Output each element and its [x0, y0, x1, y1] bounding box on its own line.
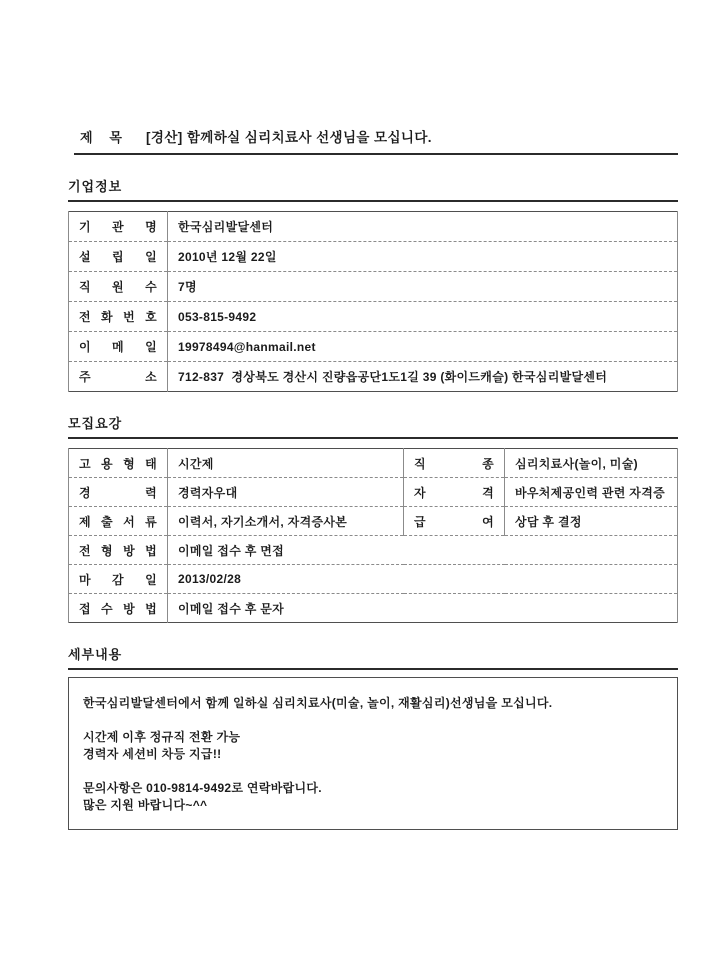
row-label: 이 메 일 — [69, 332, 168, 362]
row-label: 마 감 일 — [69, 565, 168, 594]
row-value: 이메일 접수 후 면접 — [168, 536, 678, 565]
row-value: 상담 후 결정 — [505, 507, 678, 536]
row-value: 2010년 12월 22일 — [168, 242, 678, 272]
row-label: 전 화 번 호 — [69, 302, 168, 332]
row-value: 한국심리발달센터 — [168, 212, 678, 242]
details-line: 시간제 이후 정규직 전환 가능 — [83, 730, 241, 744]
table-row-institution-name — [69, 212, 678, 242]
row-label: 경 력 — [69, 478, 168, 507]
table-row-employment-type-job — [69, 449, 678, 478]
document-title: [경산] 함께하실 심리치료사 선생님을 모십니다. — [146, 130, 432, 145]
row-value: 경력자우대 — [168, 478, 404, 507]
table-row-phone-number — [69, 302, 678, 332]
table-row-email — [69, 332, 678, 362]
company-section-rule — [68, 200, 678, 202]
table-row-deadline — [69, 565, 678, 594]
row-value: 053-815-9492 — [168, 302, 678, 332]
row-value: 이력서, 자기소개서, 자격증사본 — [168, 507, 404, 536]
details-line: 한국심리발달센터에서 함께 일하실 심리치료사(미술, 놀이, 재활심리)선생님을 모십니다. — [83, 696, 553, 710]
row-label: 고 용 형 태 — [69, 449, 168, 478]
row-value: 심리치료사(놀이, 미술) — [505, 449, 678, 478]
row-label: 전 형 방 법 — [69, 536, 168, 565]
details-line: 많은 지원 바랍니다~^^ — [83, 798, 208, 812]
table-row-address — [69, 362, 678, 392]
row-label: 자 격 — [404, 478, 505, 507]
details-box — [68, 677, 678, 830]
row-value: 시간제 — [168, 449, 404, 478]
table-row-career-qualification — [69, 478, 678, 507]
document-content — [68, 126, 678, 830]
details-line: 문의사항은 010-9814-9492로 연락바랍니다. — [83, 781, 322, 795]
row-label: 설 립 일 — [69, 242, 168, 272]
row-value: 바우처제공인력 관련 자격증 — [505, 478, 678, 507]
row-label: 직 원 수 — [69, 272, 168, 302]
row-label: 기 관 명 — [69, 212, 168, 242]
table-row-documents-salary — [69, 507, 678, 536]
row-label: 직 종 — [404, 449, 505, 478]
table-row-founding-date — [69, 242, 678, 272]
title-underline — [74, 153, 678, 155]
row-value: 2013/02/28 — [168, 565, 678, 594]
details-section-rule — [68, 668, 678, 670]
company-info-table — [68, 211, 678, 392]
row-label: 접 수 방 법 — [69, 594, 168, 623]
recruitment-section-rule — [68, 437, 678, 439]
row-label: 급 여 — [404, 507, 505, 536]
row-label: 주 소 — [69, 362, 168, 392]
section-heading-details: 세부내용 — [68, 647, 123, 662]
row-value: 7명 — [168, 272, 678, 302]
table-row-application-method — [69, 594, 678, 623]
row-value: 712-837 경상북도 경산시 진량읍공단1도1길 39 (화이드캐슬) 한국심리발달센터 — [168, 362, 678, 392]
table-row-employee-count — [69, 272, 678, 302]
row-value: 19978494@hanmail.net — [168, 332, 678, 362]
section-heading-company-info: 기업정보 — [68, 179, 123, 194]
details-line: 경력자 세션비 차등 지급!! — [83, 747, 222, 761]
row-label: 제 출 서 류 — [69, 507, 168, 536]
row-value: 이메일 접수 후 문자 — [168, 594, 678, 623]
section-heading-recruitment: 모집요강 — [68, 416, 123, 431]
table-row-selection-method — [69, 536, 678, 565]
title-field-label: 제 목 — [80, 130, 122, 145]
recruitment-table — [68, 448, 678, 623]
document-title-row — [68, 126, 678, 146]
